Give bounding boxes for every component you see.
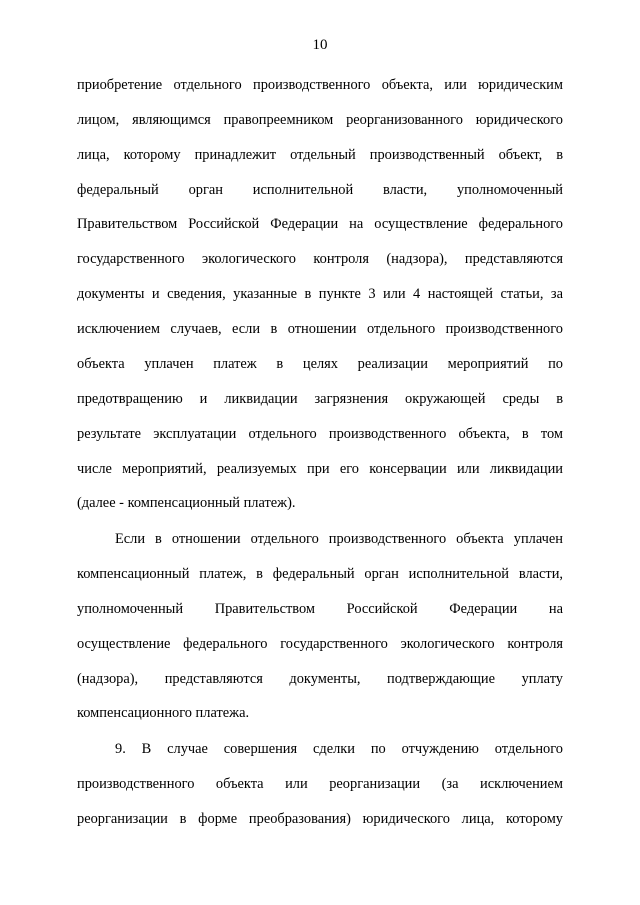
text-line: приобретение отдельного производственного объекта, или юридическим xyxy=(77,77,563,93)
text-line: государственного экологического контроля (надзора), представляются xyxy=(77,251,563,267)
text-line: компенсационный платеж, в федеральный орган исполнительной власти, xyxy=(77,566,563,582)
text-line: документы и сведения, указанные в пункте 3 или 4 настоящей статьи, за xyxy=(77,286,563,302)
paragraph-first-line: Если в отношении отдельного производственного объекта уплачен xyxy=(115,531,563,547)
page-number: 10 xyxy=(312,37,328,53)
text-line: объекта уплачен платеж в целях реализации мероприятий по xyxy=(77,356,563,372)
text-line: уполномоченный Правительством Российской Федерации на xyxy=(77,601,563,617)
text-line: числе мероприятий, реализуемых при его консервации или ликвидации xyxy=(77,461,563,477)
text-line: лица, которому принадлежит отдельный производственный объект, в xyxy=(77,147,563,163)
text-line: Правительством Российской Федерации на осуществление федерального xyxy=(77,216,563,232)
text-line: (далее - компенсационный платеж). xyxy=(77,495,296,511)
text-line: (надзора), представляются документы, подтверждающие уплату xyxy=(77,671,563,687)
text-line: реорганизации в форме преобразования) юридического лица, которому xyxy=(77,811,563,827)
text-line: результате эксплуатации отдельного производственного объекта, в том xyxy=(77,426,563,442)
text-line: предотвращению и ликвидации загрязнения окружающей среды в xyxy=(77,391,563,407)
text-line: производственного объекта или реорганизации (за исключением xyxy=(77,776,563,792)
paragraph-first-line: 9. В случае совершения сделки по отчуждению отдельного xyxy=(115,741,563,757)
text-line: исключением случаев, если в отношении отдельного производственного xyxy=(77,321,563,337)
text-line: федеральный орган исполнительной власти, уполномоченный xyxy=(77,182,563,198)
text-line: компенсационного платежа. xyxy=(77,705,250,721)
text-line: лицом, являющимся правопреемником реорганизованного юридического xyxy=(77,112,563,128)
text-line: осуществление федерального государственного экологического контроля xyxy=(77,636,563,652)
